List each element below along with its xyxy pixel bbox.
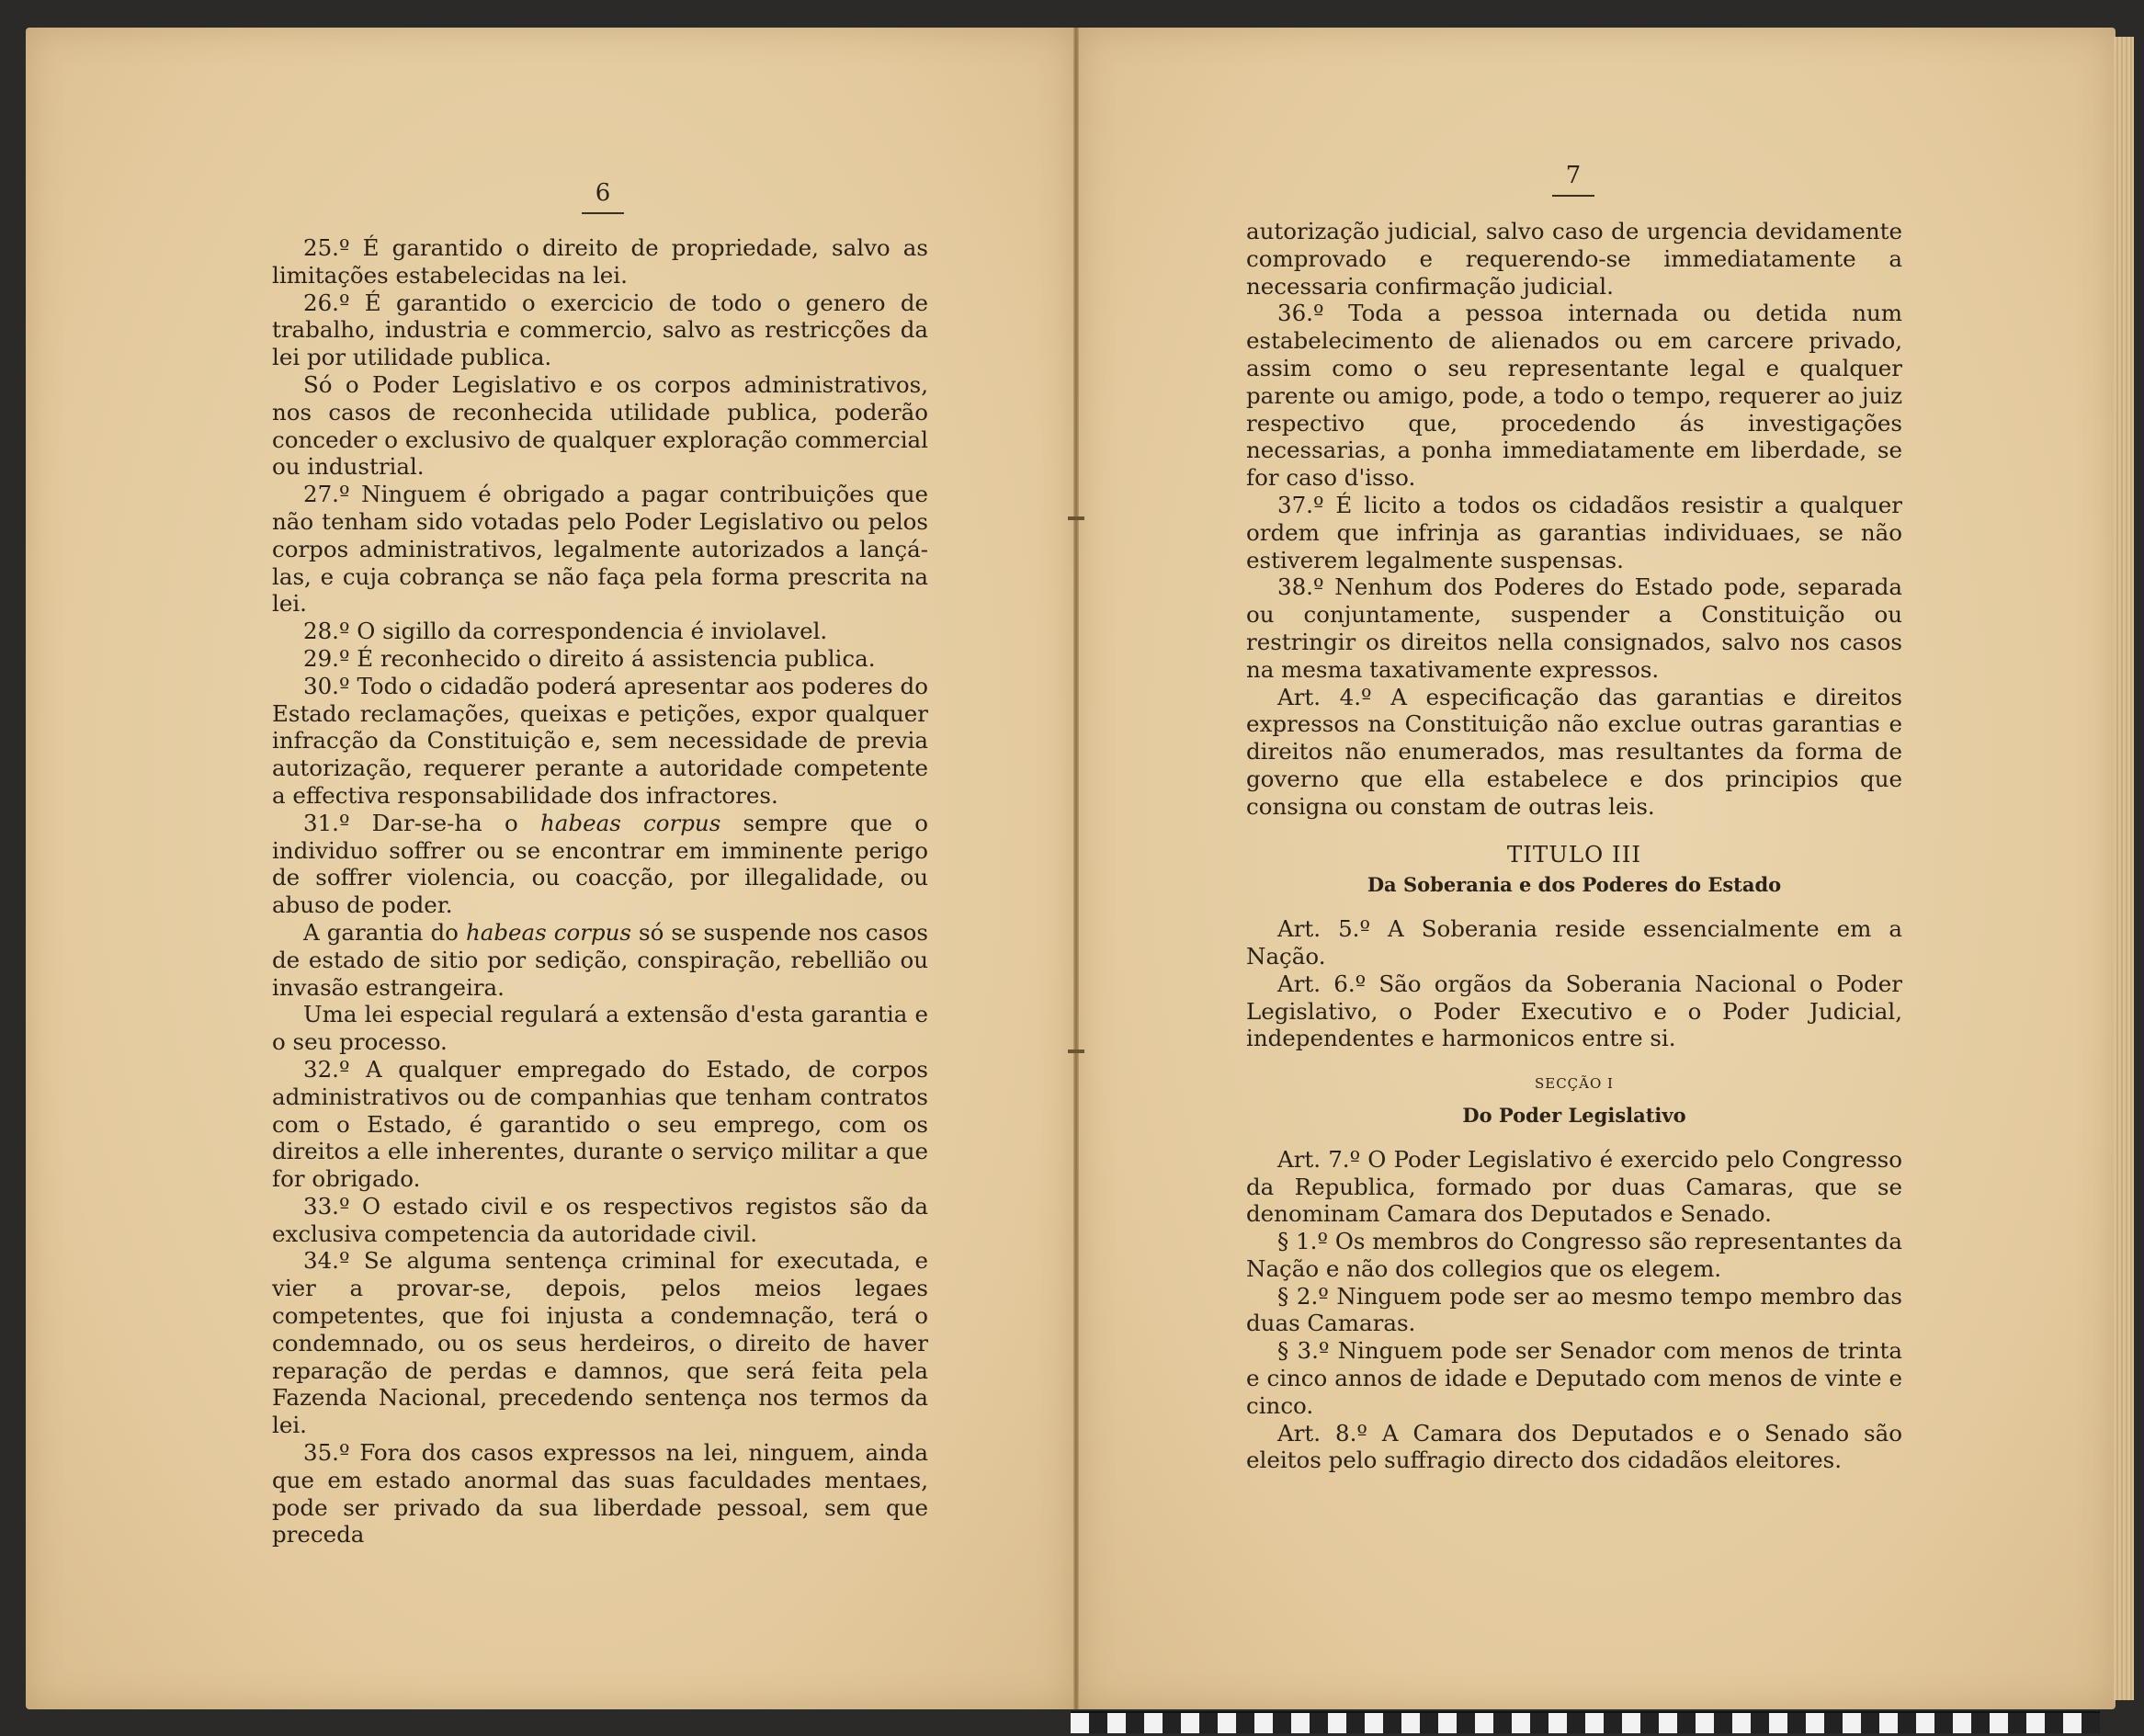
page-number-right bbox=[1546, 162, 1601, 197]
paragraph: 32.º A qualquer empregado do Estado, de corpos administrativos ou de companhias que tenham contratos com o Estado, é garantido o seu emprego, com os direitos a elle inherentes, durante o serviço militar a que for obrigado. bbox=[272, 1055, 928, 1193]
paragraph: Uma lei especial regulará a extensão d'esta garantia e o seu processo. bbox=[272, 1001, 928, 1056]
subsection-title: Do Poder Legislativo bbox=[1462, 1103, 1686, 1127]
book-gutter bbox=[1073, 28, 1079, 1709]
paragraph: 34.º Se alguma sentença criminal for executada, e vier a provar-se, depois, pelos meios legaes competentes, que foi injusta a condemnação, terá o condemnado, ou os seus herdeiros, o direito de haver reparação de perdas e damnos, que será feita pela Fazenda Nacional, precedendo sentença nos termos da lei. bbox=[272, 1247, 928, 1439]
page-number-rule bbox=[1552, 195, 1594, 197]
paragraph: 38.º Nenhum dos Poderes do Estado pode, separada ou conjuntamente, suspender a Constituição ou restringir os direitos nella consignados, salvo nos casos na mesma taxativamente expressos. bbox=[1246, 573, 1902, 683]
binding-stitch bbox=[1068, 1050, 1084, 1053]
section-subtitle: Da Soberania e dos Poderes do Estado bbox=[1367, 873, 1782, 897]
italic-term: habeas corpus bbox=[465, 918, 631, 946]
paragraph: 29.º É reconhecido o direito á assistencia publica. bbox=[303, 644, 876, 672]
section-title: TITULO III bbox=[1506, 840, 1642, 868]
paragraph: 30.º Todo o cidadão poderá apresentar aos poderes do Estado reclamações, queixas e petições, expor qualquer infracção da Constituição e, sem necessidade de previa autorização, requerer perante a autoridade competente a effectiva responsabilidade dos infractores. bbox=[272, 672, 928, 809]
paragraph: 37.º É licito a todos os cidadãos resistir a qualquer ordem que infrinja as garantias individuaes, se não estiverem legalmente suspensas. bbox=[1246, 491, 1902, 573]
right-text-column bbox=[1246, 218, 1902, 1474]
paragraph: Art. 4.º A especificação das garantias e direitos expressos na Constituição não exclue outras garantias e direitos não enumerados, mas resultantes da forma de governo que ella estabelece e dos principios que consigna ou constam de outras leis. bbox=[1246, 683, 1902, 820]
text-run: só se suspende nos casos de estado de sitio por sedição, conspiração, rebellião ou invasão estrangeira. bbox=[272, 918, 928, 1001]
paragraph: § 1.º Os membros do Congresso são representantes da Nação e não dos collegios que os elegem. bbox=[1246, 1228, 1902, 1282]
paragraph: 27.º Ninguem é obrigado a pagar contribuições que não tenham sido votadas pelo Poder Legislativo ou pelos corpos administrativos, legalmente autorizados a lançá-las, e cuja cobrança se não faça pela forma prescrita na lei. bbox=[272, 481, 928, 618]
scale-ruler bbox=[1071, 1711, 2100, 1733]
paragraph: 33.º O estado civil e os respectivos registos são da exclusiva competencia da autoridade civil. bbox=[272, 1192, 928, 1247]
page-number-rule bbox=[582, 212, 624, 214]
paragraph: 28.º O sigillo da correspondencia é inviolavel. bbox=[303, 618, 828, 645]
left-text-column bbox=[272, 234, 928, 1549]
paragraph: Art. 6.º São orgãos da Soberania Nacional o Poder Legislativo, o Poder Executivo e o Poder Judicial, independentes e harmonicos entre si. bbox=[1246, 970, 1902, 1052]
paragraph: 26.º É garantido o exercicio de todo o genero de trabalho, industria e commercio, salvo as restricções da lei por utilidade publica. bbox=[272, 289, 928, 371]
paragraph: Art. 7.º O Poder Legislativo é exercido pelo Congresso da Republica, formado por duas Camaras, que se denominam Camara dos Deputados e Senado. bbox=[1246, 1145, 1902, 1228]
paragraph: 35.º Fora dos casos expressos na lei, ninguem, ainda que em estado anormal das suas faculdades mentaes, pode ser privado da sua liberdade pessoal, sem que preceda bbox=[272, 1439, 928, 1549]
text-run: 31.º Dar-se-ha o bbox=[303, 809, 541, 836]
paragraph: Art. 8.º A Camara dos Deputados e o Senado são eleitos pelo suffragio directo dos cidadãos eleitores. bbox=[1246, 1419, 1902, 1474]
binding-stitch bbox=[1068, 516, 1084, 520]
page-number-text: 6 bbox=[595, 179, 611, 207]
text-run: sempre que o individuo soffrer ou se encontrar em imminente perigo de soffrer violencia, ou coacção, por illegalidade, ou abuso de poder. bbox=[272, 809, 929, 919]
page-edges bbox=[2114, 37, 2134, 1700]
page-number-left bbox=[575, 179, 630, 214]
page-number-text: 7 bbox=[1565, 162, 1582, 189]
paragraph: autorização judicial, salvo caso de urgencia devidamente comprovado e requerendo-se immediatamente a necessaria confirmação judicial. bbox=[1246, 218, 1902, 300]
paragraph: 36.º Toda a pessoa internada ou detida num estabelecimento de alienados ou em carcere privado, assim como o seu representante legal e qualquer parente ou amigo, pode, a todo o tempo, requerer ao juiz respectivo que, procedendo ás investigações necessarias, a ponha immediatamente em liberdade, se for caso d'isso. bbox=[1246, 300, 1902, 492]
paragraph bbox=[272, 919, 928, 1001]
paragraph bbox=[272, 810, 928, 919]
subsection-label: SECÇÃO I bbox=[1534, 1075, 1614, 1093]
paragraph: Art. 5.º A Soberania reside essencialmente em a Nação. bbox=[1246, 915, 1902, 970]
text-run: A garantia do bbox=[303, 918, 466, 946]
paragraph: § 2.º Ninguem pode ser ao mesmo tempo membro das duas Camaras. bbox=[1246, 1282, 1902, 1337]
italic-term: habeas corpus bbox=[540, 809, 721, 836]
paragraph: Só o Poder Legislativo e os corpos administrativos, nos casos de reconhecida utilidade publica, poderão conceder o exclusivo de qualquer exploração commercial ou industrial. bbox=[272, 370, 928, 481]
paragraph: 25.º É garantido o direito de propriedade, salvo as limitações estabelecidas na lei. bbox=[272, 234, 928, 289]
paragraph: § 3.º Ninguem pode ser Senador com menos de trinta e cinco annos de idade e Deputado com menos de vinte e cinco. bbox=[1246, 1337, 1902, 1419]
